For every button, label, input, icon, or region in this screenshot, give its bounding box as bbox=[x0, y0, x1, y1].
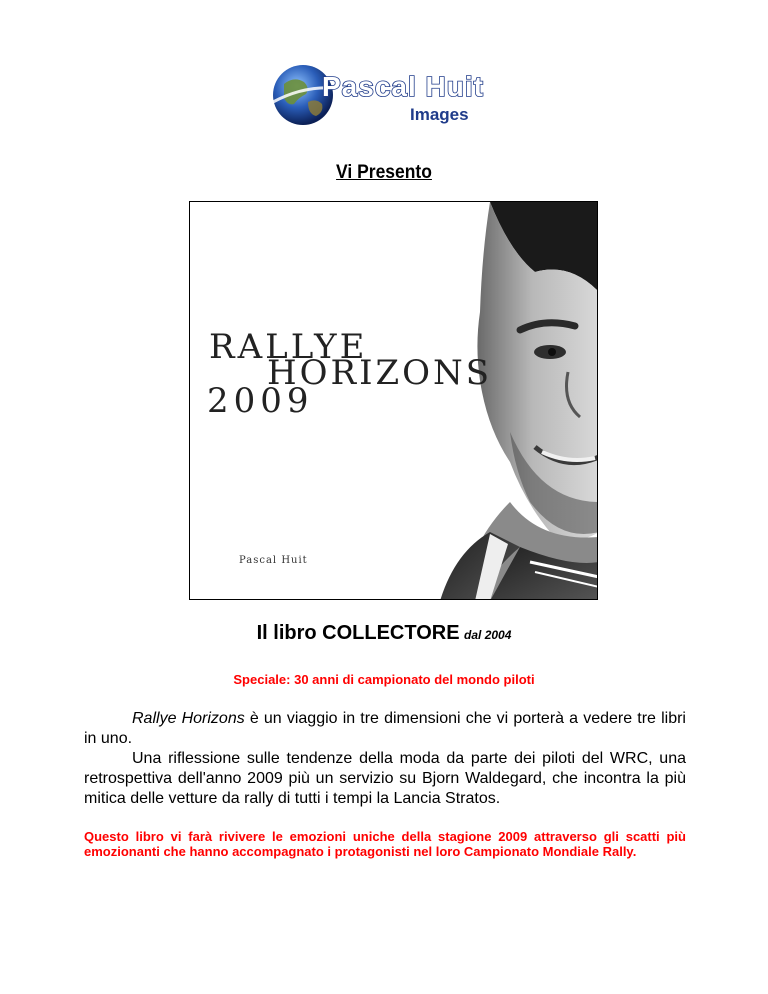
cover-title-line1: RALLYE bbox=[209, 327, 368, 367]
collector-sub: dal 2004 bbox=[464, 628, 512, 642]
cover-title bbox=[207, 327, 493, 421]
speciale-subtitle: Speciale: 30 anni di campionato del mondo piloti bbox=[233, 672, 535, 687]
body-paragraph-1 bbox=[84, 709, 686, 749]
pascal-huit-logo bbox=[270, 62, 502, 128]
logo-sub-text: Images bbox=[410, 105, 469, 124]
red-highlight-paragraph: Questo libro vi farà rivivere le emozioni uniche della stagione 2009 attraverso gli scatti più emozionanti che hanno accompagnato i protagonisti nel loro Campionato Mondiale Rally. bbox=[84, 829, 686, 859]
logo-name-text: Pascal Huit bbox=[322, 71, 484, 102]
cover-title-line3: 2009 bbox=[207, 381, 314, 421]
collector-main: Il libro COLLECTORE bbox=[256, 622, 460, 644]
page-heading: Vi Presento bbox=[336, 162, 432, 183]
body-text bbox=[84, 709, 686, 809]
cover-author: Pascal Huit bbox=[239, 555, 308, 566]
body-paragraph-1-rest: è un viaggio in tre dimensioni che vi porterà a vedere tre libri in uno. bbox=[84, 710, 686, 747]
book-title-italic: Rallye Horizons bbox=[132, 710, 245, 727]
body-paragraph-2: Una riflessione sulle tendenze della moda da parte dei piloti del WRC, una retrospettiva dell'anno 2009 più un servizio su Bjorn Waldegard, che incontra la più mitica delle vetture da rally di tutti i tempi la Lancia Stratos. bbox=[84, 750, 686, 807]
book-cover-image bbox=[189, 201, 598, 600]
cover-title-line2: HORIZONS bbox=[267, 353, 493, 393]
collector-title bbox=[0, 622, 768, 645]
